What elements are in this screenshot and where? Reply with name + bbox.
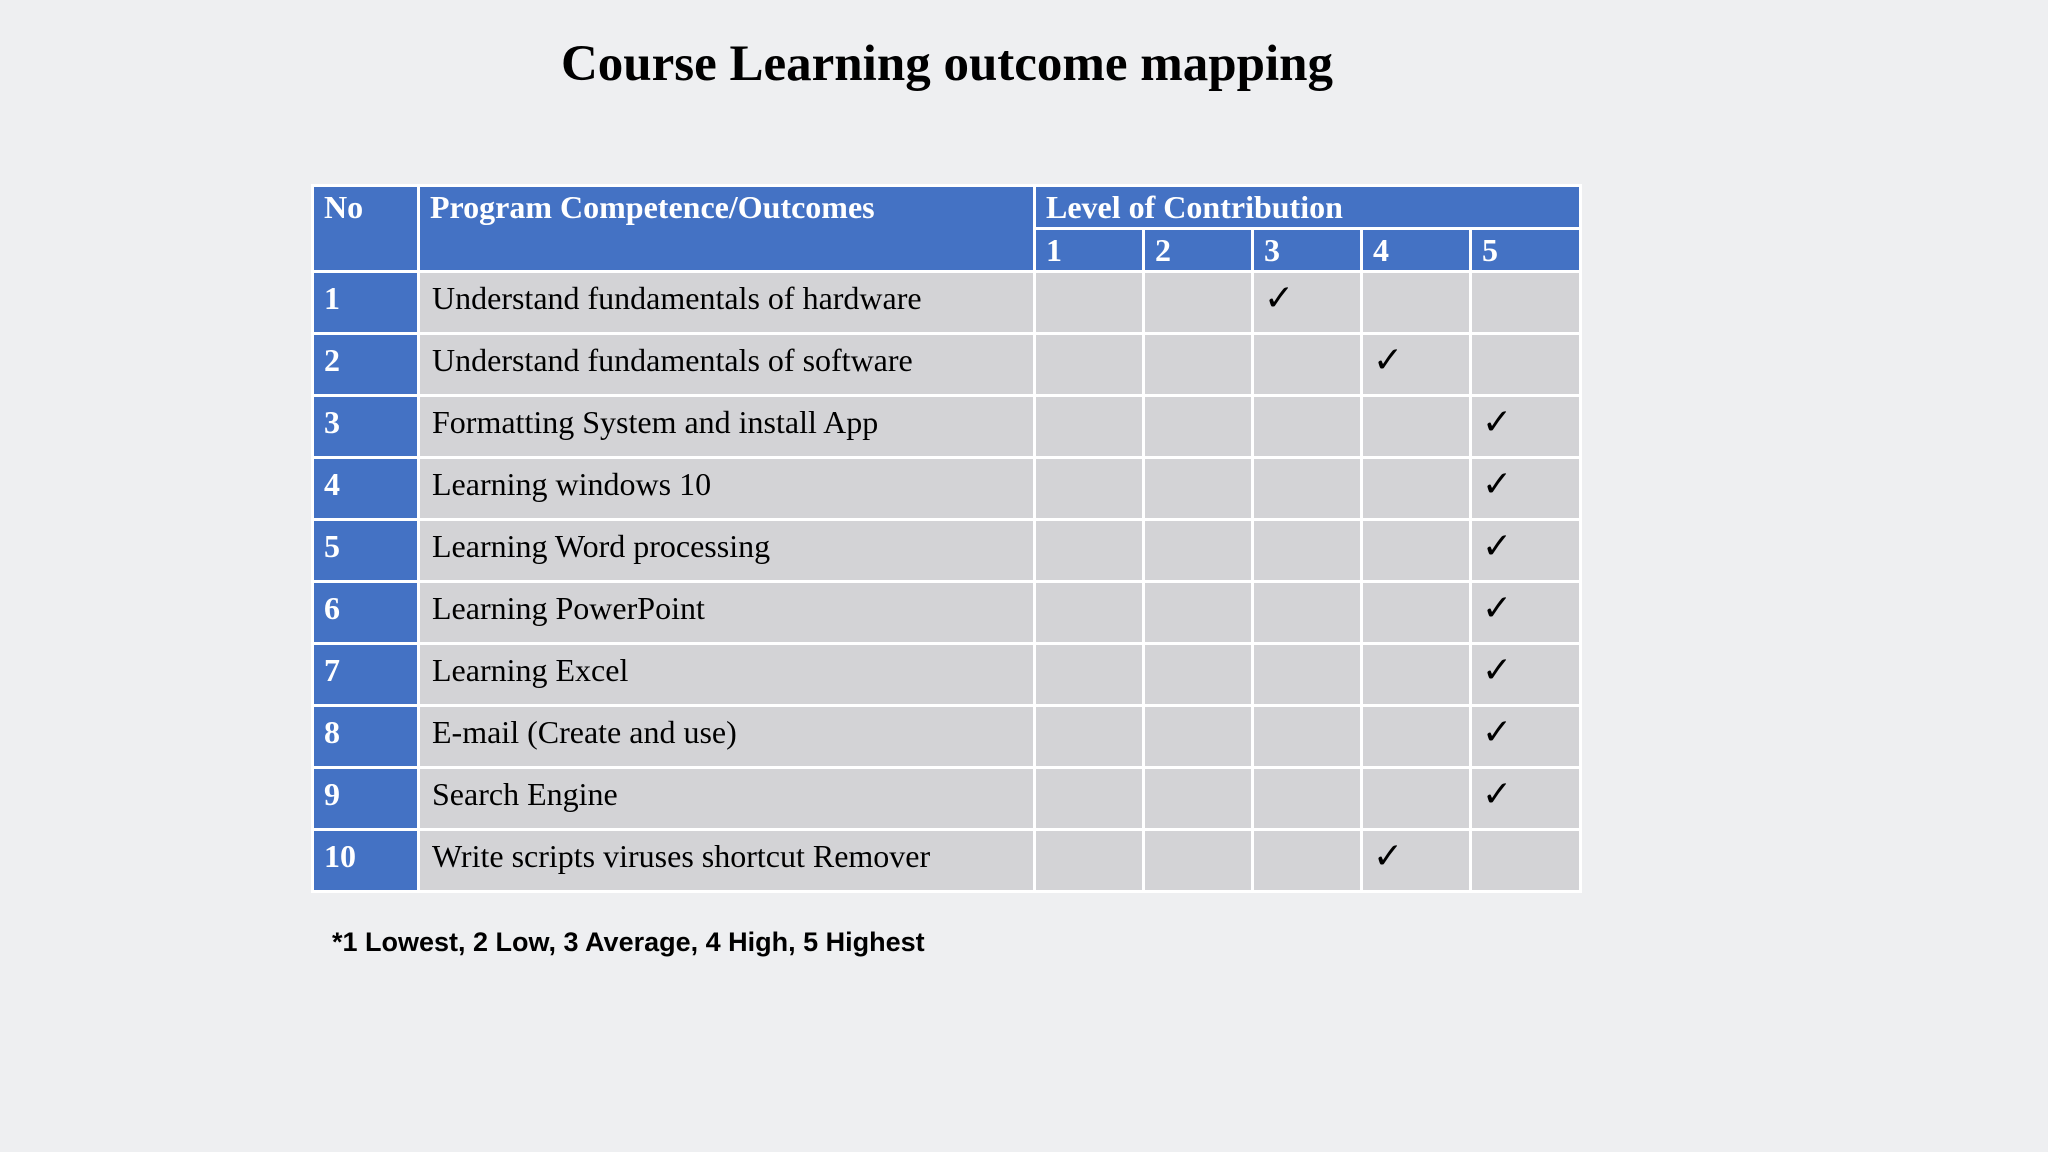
row-outcome: E-mail (Create and use) xyxy=(419,706,1035,768)
row-outcome: Learning Excel xyxy=(419,644,1035,706)
level-2-cell xyxy=(1144,706,1253,768)
level-4-cell xyxy=(1362,520,1471,582)
level-2-cell xyxy=(1144,272,1253,334)
level-3-cell xyxy=(1253,272,1362,334)
header-level-3: 3 xyxy=(1253,229,1362,272)
level-2-cell xyxy=(1144,334,1253,396)
level-4-cell xyxy=(1362,582,1471,644)
level-4-cell xyxy=(1362,768,1471,830)
table-row xyxy=(313,830,1581,892)
row-number: 2 xyxy=(313,334,419,396)
table-row xyxy=(313,520,1581,582)
level-3-cell xyxy=(1253,644,1362,706)
level-4-cell xyxy=(1362,334,1471,396)
level-5-cell xyxy=(1471,334,1581,396)
row-outcome: Learning PowerPoint xyxy=(419,582,1035,644)
check-mark-icon: ✓ xyxy=(1482,402,1513,442)
level-1-cell xyxy=(1035,272,1144,334)
table-row xyxy=(313,272,1581,334)
row-outcome: Understand fundamentals of hardware xyxy=(419,272,1035,334)
row-number: 8 xyxy=(313,706,419,768)
page-title: Course Learning outcome mapping xyxy=(560,36,1334,92)
table-row xyxy=(313,768,1581,830)
level-1-cell xyxy=(1035,334,1144,396)
row-outcome: Learning Word processing xyxy=(419,520,1035,582)
check-mark-icon: ✓ xyxy=(1482,774,1513,814)
level-2-cell xyxy=(1144,644,1253,706)
level-1-cell xyxy=(1035,644,1144,706)
check-mark-icon: ✓ xyxy=(1264,278,1295,318)
level-5-cell xyxy=(1471,520,1581,582)
level-2-cell xyxy=(1144,768,1253,830)
check-mark-icon: ✓ xyxy=(1482,588,1513,628)
table-body xyxy=(313,272,1581,892)
table-row xyxy=(313,458,1581,520)
level-2-cell xyxy=(1144,458,1253,520)
level-2-cell xyxy=(1144,396,1253,458)
level-legend-footnote: *1 Lowest, 2 Low, 3 Average, 4 High, 5 Highest xyxy=(332,927,925,957)
level-3-cell xyxy=(1253,768,1362,830)
level-4-cell xyxy=(1362,644,1471,706)
level-3-cell xyxy=(1253,458,1362,520)
level-5-cell xyxy=(1471,706,1581,768)
level-4-cell xyxy=(1362,830,1471,892)
table-row xyxy=(313,582,1581,644)
check-mark-icon: ✓ xyxy=(1482,464,1513,504)
check-mark-icon: ✓ xyxy=(1482,712,1513,752)
level-3-cell xyxy=(1253,520,1362,582)
header-level-5: 5 xyxy=(1471,229,1581,272)
table-row xyxy=(313,334,1581,396)
row-outcome: Search Engine xyxy=(419,768,1035,830)
level-1-cell xyxy=(1035,520,1144,582)
level-1-cell xyxy=(1035,458,1144,520)
row-number: 1 xyxy=(313,272,419,334)
level-1-cell xyxy=(1035,768,1144,830)
row-number: 4 xyxy=(313,458,419,520)
table-row xyxy=(313,706,1581,768)
level-1-cell xyxy=(1035,396,1144,458)
level-4-cell xyxy=(1362,396,1471,458)
level-4-cell xyxy=(1362,272,1471,334)
level-5-cell xyxy=(1471,396,1581,458)
level-4-cell xyxy=(1362,458,1471,520)
level-3-cell xyxy=(1253,396,1362,458)
level-4-cell xyxy=(1362,706,1471,768)
row-number: 6 xyxy=(313,582,419,644)
row-outcome: Write scripts viruses shortcut Remover xyxy=(419,830,1035,892)
level-2-cell xyxy=(1144,520,1253,582)
table-row xyxy=(313,644,1581,706)
header-no: No xyxy=(313,186,419,272)
row-outcome: Learning windows 10 xyxy=(419,458,1035,520)
level-5-cell xyxy=(1471,768,1581,830)
header-level-of-contribution: Level of Contribution xyxy=(1035,186,1581,229)
level-1-cell xyxy=(1035,706,1144,768)
row-number: 7 xyxy=(313,644,419,706)
header-outcomes: Program Competence/Outcomes xyxy=(419,186,1035,272)
header-level-1: 1 xyxy=(1035,229,1144,272)
level-2-cell xyxy=(1144,582,1253,644)
row-number: 5 xyxy=(313,520,419,582)
level-1-cell xyxy=(1035,582,1144,644)
row-number: 10 xyxy=(313,830,419,892)
level-2-cell xyxy=(1144,830,1253,892)
row-number: 9 xyxy=(313,768,419,830)
check-mark-icon: ✓ xyxy=(1482,650,1513,690)
check-mark-icon: ✓ xyxy=(1373,340,1404,380)
check-mark-icon: ✓ xyxy=(1482,526,1513,566)
row-number: 3 xyxy=(313,396,419,458)
level-1-cell xyxy=(1035,830,1144,892)
check-mark-icon: ✓ xyxy=(1373,836,1404,876)
level-3-cell xyxy=(1253,830,1362,892)
level-3-cell xyxy=(1253,582,1362,644)
level-5-cell xyxy=(1471,272,1581,334)
header-level-4: 4 xyxy=(1362,229,1471,272)
header-level-2: 2 xyxy=(1144,229,1253,272)
outcome-mapping-table xyxy=(311,184,1582,893)
level-3-cell xyxy=(1253,334,1362,396)
row-outcome: Understand fundamentals of software xyxy=(419,334,1035,396)
level-5-cell xyxy=(1471,582,1581,644)
table-row xyxy=(313,396,1581,458)
row-outcome: Formatting System and install App xyxy=(419,396,1035,458)
level-5-cell xyxy=(1471,458,1581,520)
level-5-cell xyxy=(1471,830,1581,892)
level-3-cell xyxy=(1253,706,1362,768)
level-5-cell xyxy=(1471,644,1581,706)
